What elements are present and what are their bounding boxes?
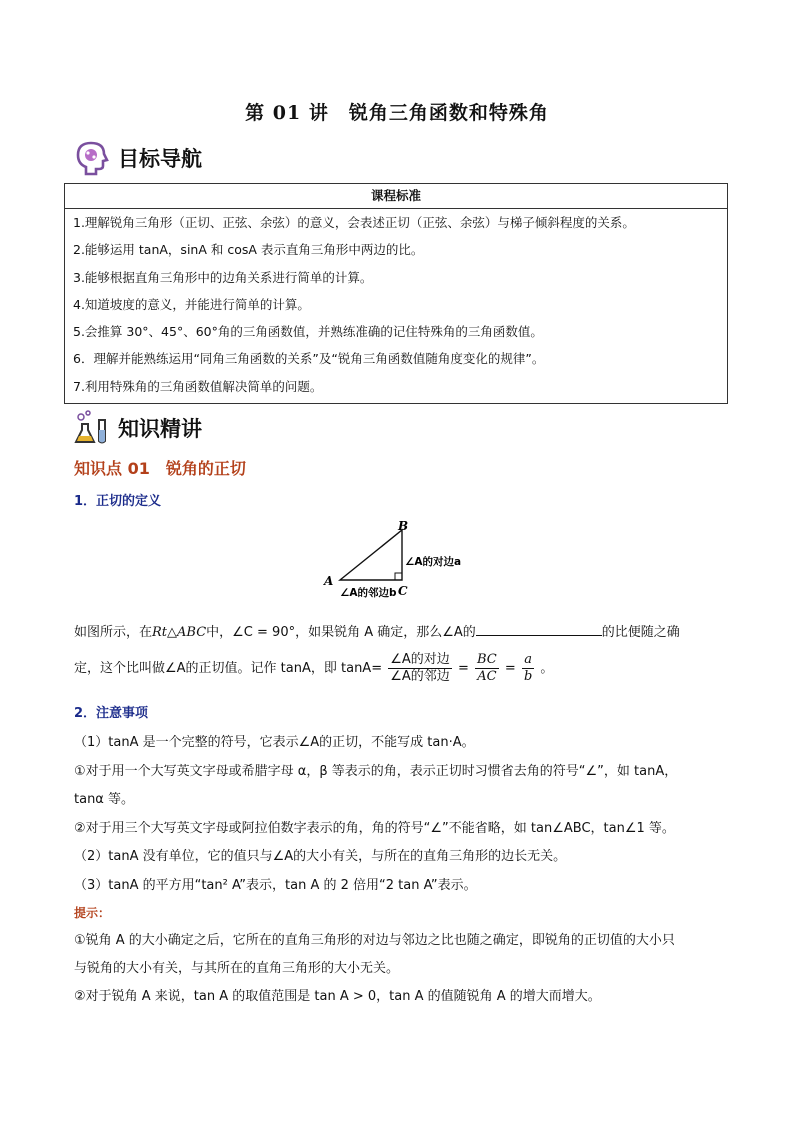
standard-item: 7.利用特殊角的三角函数值解决简单的问题。 [73, 378, 323, 394]
adjacent-side-label: ∠A的邻边b [340, 587, 397, 599]
definition-line-2: 定，这个比叫做∠A的正切值。记作 tanA，即 tanA= $\frac{\text{∠A的对边}}{\text{∠A的邻边}}$ = $\frac{BC}{AC}$ = $\frac{a}{b}$ 。 [74, 652, 554, 684]
tip-line: 与锐角的大小有关，与其所在的直角三角形的大小无关。 [74, 961, 400, 976]
vertex-a-label: A [324, 574, 334, 588]
goal-nav-title: 目标导航 [118, 147, 202, 171]
knowledge-heading [72, 408, 202, 448]
note-line: （3）tanA 的平方用“tan² A”表示，tan A 的 2 倍用“2 tan A”表示。 [74, 878, 477, 893]
definition-line-1: 如图所示，在Rt△ABC中，∠C = 90°，如果锐角 A 确定，那么∠A的 的比便随之确 [74, 625, 680, 640]
goal-nav-heading [72, 138, 202, 178]
vertex-b-label: B [398, 519, 409, 533]
lab-flask-icon [72, 408, 112, 448]
note-line: ②对于用三个大写英文字母或阿拉伯数字表示的角，角的符号“∠”不能省略，如 tan∠ABC，tan∠1 等。 [74, 821, 675, 836]
standard-item: 3.能够根据直角三角形中的边角关系进行简单的计算。 [73, 269, 373, 285]
notes-heading: 2．注意事项 [74, 706, 149, 721]
fill-blank[interactable] [476, 623, 602, 636]
fraction-opp-adj: $\frac{\text{∠A的对边}}{\text{∠A的邻边}}$ [390, 652, 450, 684]
note-line: tanα 等。 [74, 792, 135, 807]
standard-item: 1.理解锐角三角形（正切、正弦、余弦）的意义，会表述正切（正弦、余弦）与梯子倾斜程度的关系。 [73, 215, 635, 230]
standards-table [64, 183, 728, 404]
vertex-c-label: C [398, 584, 408, 598]
tip-label: 提示： [74, 906, 111, 920]
brain-head-icon [72, 138, 112, 178]
fraction-bc-ac: $\frac{BC}{AC}$ [477, 652, 497, 684]
note-line: ①对于用一个大写英文字母或希腊字母 α，β 等表示的角，表示正切时习惯省去角的符号“∠”，如 tanA， [74, 764, 678, 779]
standard-item: 5.会推算 30°、45°、60°角的三角函数值，并熟练准确的记住特殊角的三角函数值。 [73, 324, 543, 340]
standard-item: 2.能够运用 tanA，sinA 和 cosA 表示直角三角形中两边的比。 [73, 242, 424, 258]
note-line: （2）tanA 没有单位，它的值只与∠A的大小有关，与所在的直角三角形的边长无关。 [74, 849, 567, 864]
knowledge-title: 知识精讲 [118, 417, 202, 441]
standards-header: 课程标准 [65, 184, 727, 209]
standard-item: 6．理解并能熟练运用“同角三角函数的关系”及“锐角三角函数值随角度变化的规律”。 [73, 351, 545, 367]
knowledge-point-title: 知识点 01 锐角的正切 [74, 459, 246, 478]
right-triangle-diagram [318, 514, 478, 604]
tip-line: ①锐角 A 的大小确定之后，它所在的直角三角形的对边与邻边之比也随之确定，即锐角的正切值的大小只 [74, 933, 675, 948]
page-title: 第 01 讲 锐角三角函数和特殊角 [245, 102, 549, 124]
opposite-side-label: ∠A的对边a [405, 556, 462, 568]
fraction-a-b: $\frac{a}{b}$ [523, 652, 533, 684]
note-line: （1）tanA 是一个完整的符号，它表示∠A的正切，不能写成 tan·A。 [74, 735, 475, 750]
tip-line: ②对于锐角 A 来说，tan A 的取值范围是 tan A > 0，tan A 的值随锐角 A 的增大而增大。 [74, 989, 601, 1004]
standard-item: 4.知道坡度的意义，并能进行简单的计算。 [73, 296, 310, 312]
definition-heading: 1．正切的定义 [74, 494, 162, 509]
